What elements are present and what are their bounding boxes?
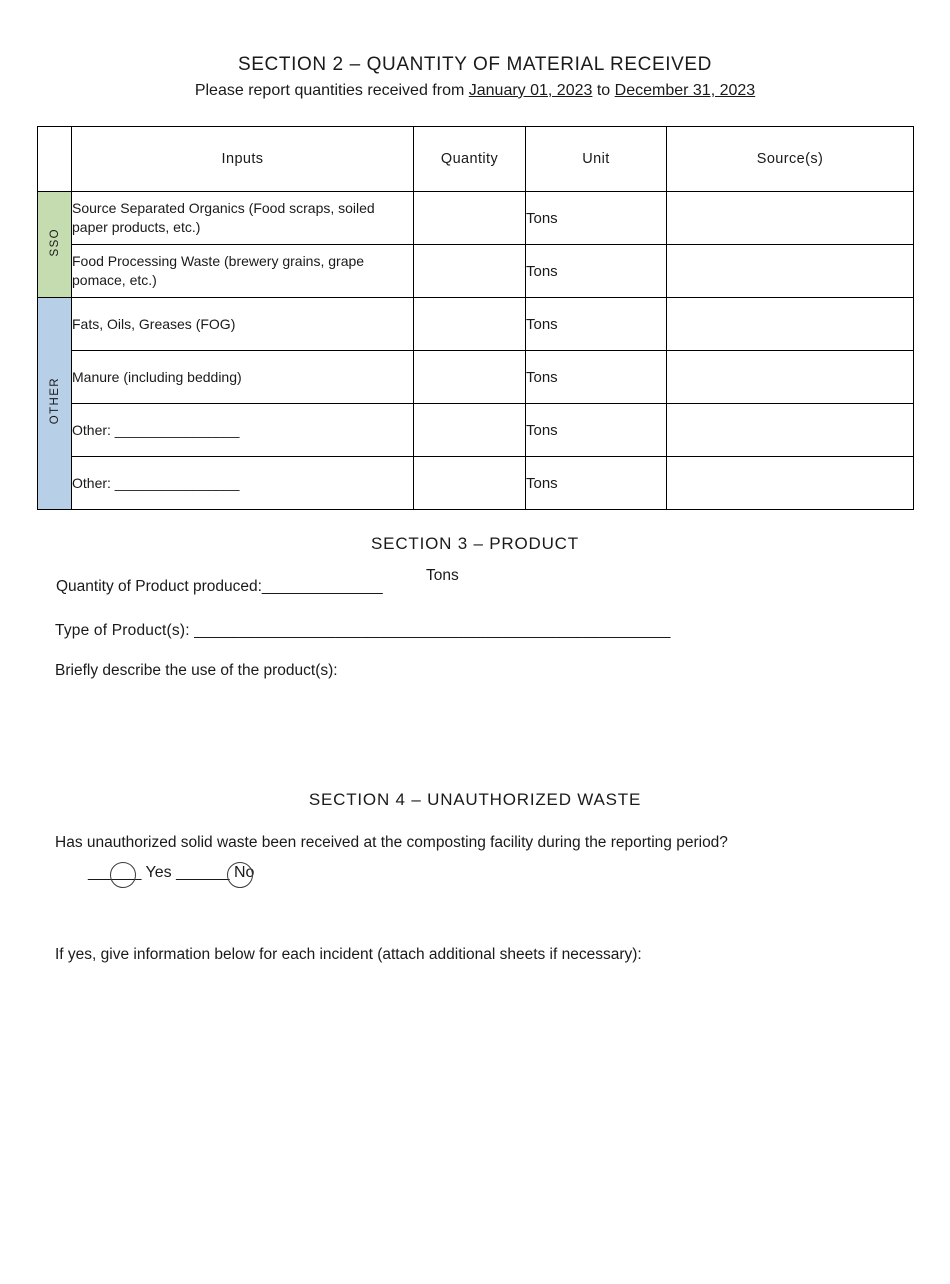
product-use-label: Briefly describe the use of the product(s): [55, 662, 338, 679]
reporting-period-prefix: Please report quantities received from [194, 82, 469, 99]
quantity-field-fog[interactable] [414, 298, 526, 351]
input-label-sso-organics: Source Separated Organics (Food scraps, soiled paper products, etc.) [72, 192, 414, 245]
table-row [38, 245, 914, 298]
category-cell-sso [38, 192, 72, 298]
unit-label-other-2: Tons [526, 457, 667, 510]
source-field-other-2[interactable] [667, 457, 914, 510]
inputs-table-body [38, 192, 914, 510]
inputs-table-header [38, 127, 914, 192]
header-inputs: Inputs [72, 127, 414, 192]
yes-label: Yes [145, 864, 172, 881]
source-field-manure[interactable] [667, 351, 914, 404]
unit-label-sso-organics: Tons [526, 192, 667, 245]
category-label-other: OTHER [48, 377, 61, 425]
product-quantity-row [56, 567, 950, 596]
header-quantity: Quantity [414, 127, 526, 192]
header-category [38, 127, 72, 192]
quantity-field-other-2[interactable] [414, 457, 526, 510]
product-type-label[interactable]: Type of Product(s): ______________________________________________________ [55, 622, 671, 639]
input-label-other-1[interactable]: Other: ________________ [72, 404, 414, 457]
input-label-other-2[interactable]: Other: ________________ [72, 457, 414, 510]
quantity-field-sso-organics[interactable] [414, 192, 526, 245]
unit-label-fog: Tons [526, 298, 667, 351]
inputs-table [37, 126, 914, 510]
table-row [38, 192, 914, 245]
input-label-food-processing-waste: Food Processing Waste (brewery grains, grape pomace, etc.) [72, 245, 414, 298]
source-field-fog[interactable] [667, 298, 914, 351]
quantity-field-food-processing-waste[interactable] [414, 245, 526, 298]
section3-title: SECTION 3 – PRODUCT [371, 534, 579, 553]
table-header-row [38, 127, 914, 192]
table-row [38, 457, 914, 510]
input-label-fog: Fats, Oils, Greases (FOG) [72, 298, 414, 351]
unauthorized-waste-question: Has unauthorized solid waste been received at the composting facility during the reporting period? [55, 834, 728, 851]
source-field-sso-organics[interactable] [667, 192, 914, 245]
form-page [0, 54, 950, 1284]
reporting-period-start: January 01, 2023 [468, 82, 593, 99]
section4-title: SECTION 4 – UNAUTHORIZED WASTE [308, 790, 642, 809]
source-field-food-processing-waste[interactable] [667, 245, 914, 298]
header-unit: Unit [526, 127, 667, 192]
category-label-sso: SSO [48, 227, 61, 257]
table-row [38, 298, 914, 351]
yes-circle-icon[interactable] [110, 862, 136, 888]
table-row [38, 351, 914, 404]
input-label-manure: Manure (including bedding) [72, 351, 414, 404]
quantity-field-other-1[interactable] [414, 404, 526, 457]
unit-label-food-processing-waste: Tons [526, 245, 667, 298]
quantity-field-manure[interactable] [414, 351, 526, 404]
table-row [38, 404, 914, 457]
source-field-other-1[interactable] [667, 404, 914, 457]
unauthorized-waste-choices [88, 864, 950, 892]
no-blank[interactable]: ______ [176, 864, 230, 881]
category-cell-other [38, 298, 72, 510]
product-quantity-label[interactable]: Quantity of Product produced:______________ [56, 578, 383, 595]
section2-subtitle [0, 82, 950, 100]
unit-label-manure: Tons [526, 351, 667, 404]
unit-label-other-1: Tons [526, 404, 667, 457]
incident-info-label: If yes, give information below for each incident (attach additional sheets if necessary): [55, 946, 642, 963]
yes-blank[interactable]: ______ [88, 864, 142, 881]
no-label: No [233, 864, 255, 881]
reporting-period-mid: to [592, 82, 615, 99]
section2-title: SECTION 2 – QUANTITY OF MATERIAL RECEIVED [238, 54, 712, 75]
header-sources: Source(s) [667, 127, 914, 192]
product-quantity-unit: Tons [426, 567, 459, 584]
inputs-table-wrapper [37, 126, 913, 510]
reporting-period-end: December 31, 2023 [614, 82, 756, 99]
no-circle-icon[interactable] [227, 862, 253, 888]
